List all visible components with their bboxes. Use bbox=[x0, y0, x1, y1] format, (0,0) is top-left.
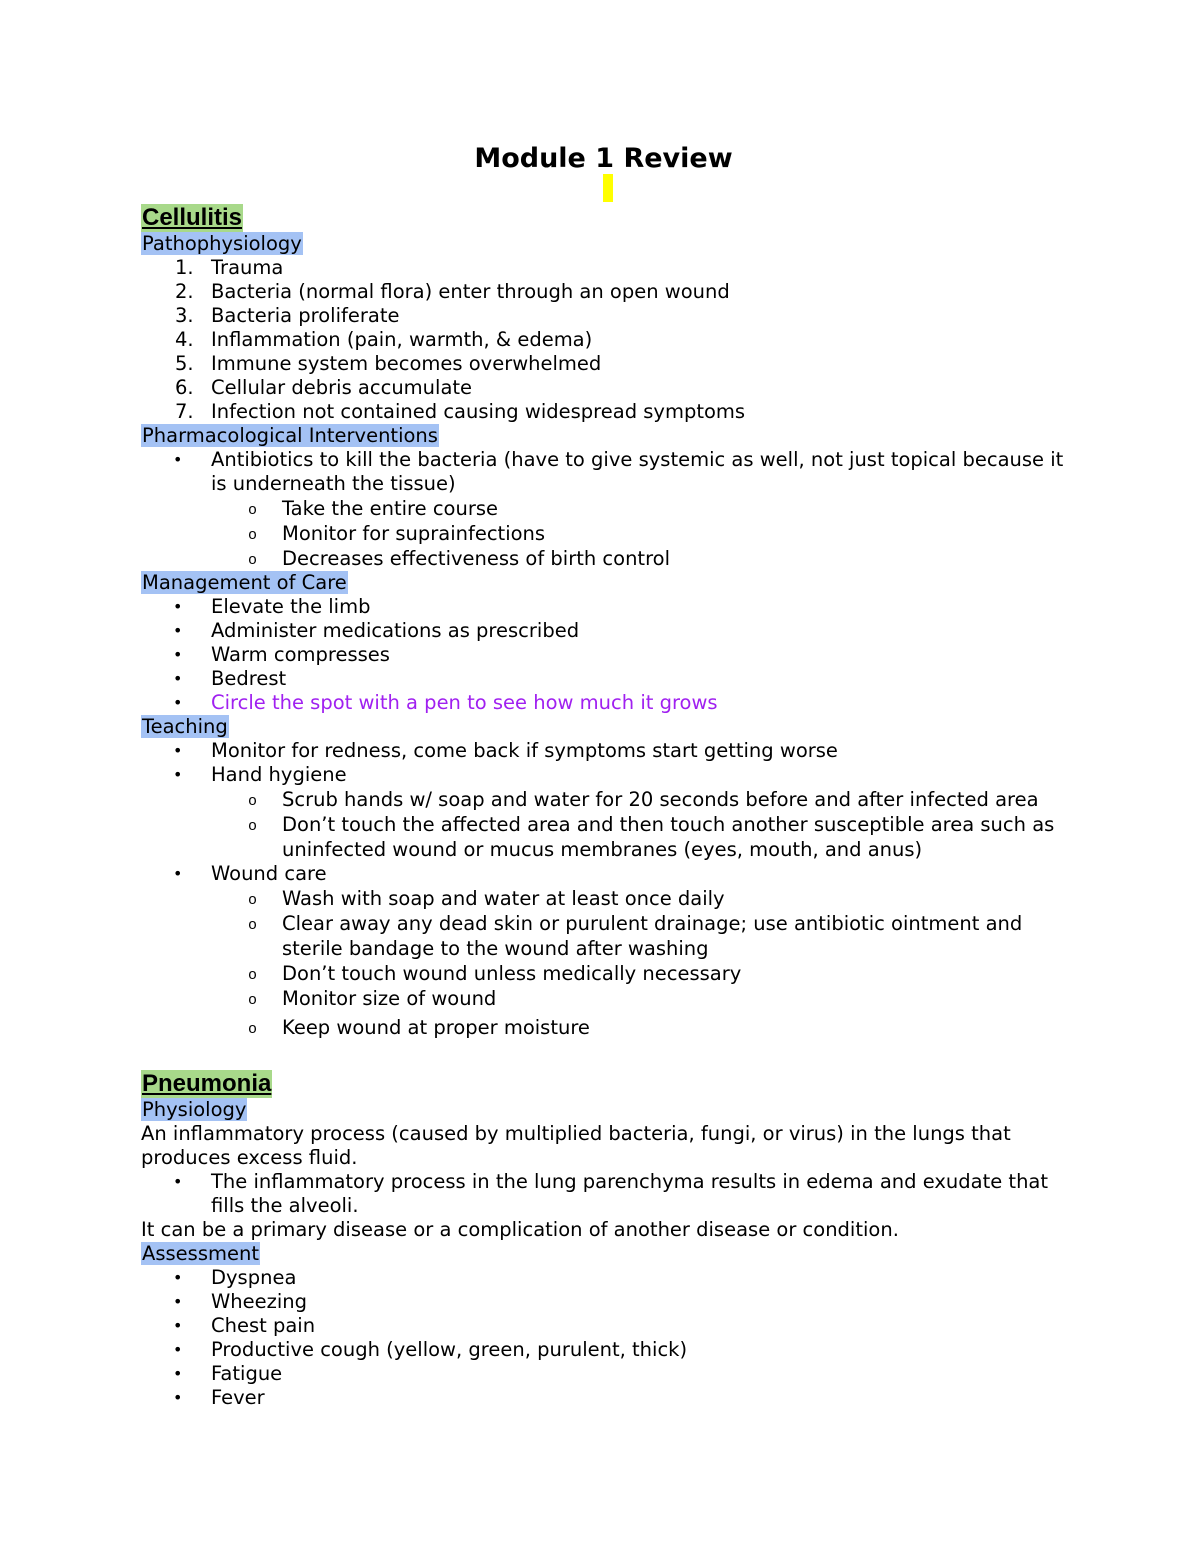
sub-list-item: o Decreases effectiveness of birth control bbox=[248, 547, 671, 570]
list-item: • Warm compresses bbox=[173, 643, 390, 666]
pathophysiology-list bbox=[141, 256, 1066, 424]
subheading-teaching: Teaching bbox=[142, 715, 228, 738]
page-title: Module 1 Review bbox=[474, 143, 733, 174]
list-item: 6. Cellular debris accumulate bbox=[175, 376, 473, 399]
subheading-pathophysiology: Pathophysiology bbox=[142, 232, 302, 255]
list-item: • Fatigue bbox=[173, 1362, 283, 1385]
list-item: • Administer medications as prescribed bbox=[173, 619, 580, 642]
subheading-physiology: Physiology bbox=[142, 1098, 247, 1121]
sub-list-item: o Scrub hands w/ soap and water for 20 seconds before and after infected area bbox=[248, 788, 1039, 811]
list-item: • The inflammatory process in the lung parenchyma results in edema and exudate that fills the alveoli. bbox=[173, 1170, 1049, 1217]
paragraph: It can be a primary disease or a complication of another disease or condition. bbox=[141, 1218, 899, 1241]
physiology-list bbox=[141, 1170, 1066, 1218]
text-cursor-highlight bbox=[603, 174, 613, 202]
subheading-pharmacological-interventions: Pharmacological Interventions bbox=[142, 424, 438, 447]
list-item: • Fever bbox=[173, 1386, 265, 1409]
list-item: 5. Immune system becomes overwhelmed bbox=[175, 352, 602, 375]
management-list bbox=[141, 595, 1066, 715]
sub-list-item: o Clear away any dead skin or purulent drainage; use antibiotic ointment and sterile bandage to the wound after washing bbox=[248, 912, 1023, 960]
section-heading-cellulitis: Cellulitis bbox=[142, 204, 243, 231]
sub-list-item: o Monitor for suprainfections bbox=[248, 522, 546, 545]
assessment-list bbox=[141, 1266, 1066, 1410]
sub-list-item: o Monitor size of wound bbox=[248, 987, 497, 1010]
subheading-management-of-care: Management of Care bbox=[142, 571, 347, 594]
document-page bbox=[141, 142, 1066, 1410]
subheading-assessment: Assessment bbox=[142, 1242, 259, 1265]
list-item: • Hand hygiene o Scrub hands w/ soap and water for 20 seconds before and after infected area o Don’t touch the affected area and then touch another susceptible area such as uninfected wound or mucus membranes (eyes, mouth, and anus) bbox=[141, 763, 1066, 862]
list-item: 4. Inflammation (pain, warmth, & edema) bbox=[175, 328, 593, 351]
highlighted-note: Circle the spot with a pen to see how much it grows bbox=[211, 691, 718, 714]
list-item: • Wound care o Wash with soap and water at least once daily o Clear away any dead skin or purulent drainage; use antibiotic ointment and sterile bandage to the wound after washing o Don’t touch wound unless medically necessary o Monitor size of wound o Keep wound at proper moisture bbox=[141, 862, 1066, 1040]
list-item: • Dyspnea bbox=[173, 1266, 297, 1289]
paragraph: An inflammatory process (caused by multiplied bacteria, fungi, or virus) in the lungs that produces excess fluid. bbox=[141, 1122, 1011, 1169]
list-item: • Bedrest bbox=[173, 667, 287, 690]
sub-list-item: o Don’t touch the affected area and then touch another susceptible area such as uninfected wound or mucus membranes (eyes, mouth, and anus) bbox=[248, 813, 1055, 861]
list-item: • Monitor for redness, come back if symptoms start getting worse bbox=[173, 739, 838, 762]
list-item: 3. Bacteria proliferate bbox=[175, 304, 400, 327]
list-item: • Productive cough (yellow, green, purulent, thick) bbox=[173, 1338, 688, 1361]
list-item: • Wheezing bbox=[173, 1290, 308, 1313]
list-item: 2. Bacteria (normal flora) enter through an open wound bbox=[175, 280, 730, 303]
sub-list-item: o Don’t touch wound unless medically necessary bbox=[248, 962, 742, 985]
list-item: 1. Trauma bbox=[175, 256, 284, 279]
list-item: • Chest pain bbox=[173, 1314, 316, 1337]
sub-list-item: o Wash with soap and water at least once daily bbox=[248, 887, 725, 910]
list-item: 7. Infection not contained causing widespread symptoms bbox=[175, 400, 746, 423]
teaching-list bbox=[141, 739, 1066, 1040]
list-item: • Circle the spot with a pen to see how much it grows bbox=[173, 691, 718, 714]
pharm-list bbox=[141, 448, 1066, 571]
sub-list-item: o Take the entire course bbox=[248, 497, 499, 520]
list-item: • Antibiotics to kill the bacteria (have to give systemic as well, not just topical because it is underneath the tissue) o Take the entire course o Monitor for suprainfections o Decreases effectiveness of birth control bbox=[141, 448, 1066, 571]
sub-list-item: o Keep wound at proper moisture bbox=[248, 1016, 590, 1039]
section-heading-pneumonia: Pneumonia bbox=[142, 1070, 272, 1097]
list-item: • Elevate the limb bbox=[173, 595, 371, 618]
